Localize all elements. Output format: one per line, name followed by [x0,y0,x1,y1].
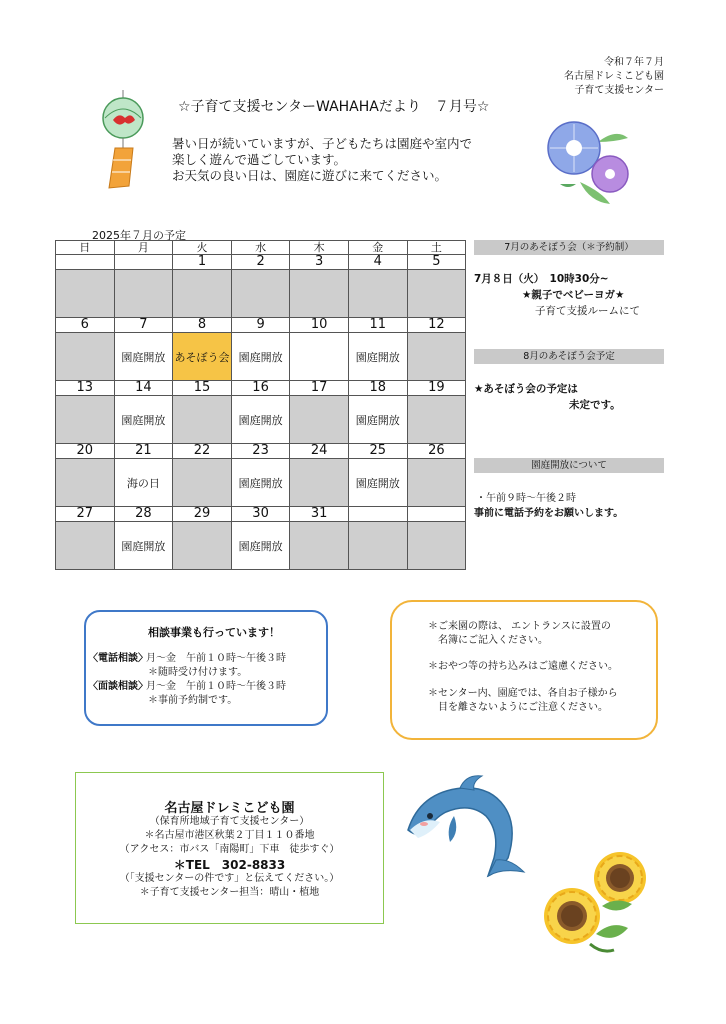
intro-line: 暑い日が続いていますが、子どもたちは園庭や室内で [172,136,473,151]
event-cell [290,396,349,444]
weekday-row [56,241,466,255]
org-name: 名古屋ドレミこども園 [564,71,664,82]
event-cell [290,333,349,381]
day-number-row [56,507,466,522]
event-cell: 園庭開放 [231,459,290,507]
july-playgroup-place: 子育て支援ルームにて [535,305,640,317]
day-number: 17 [290,381,349,396]
contact-address: ＊名古屋市港区秋葉２丁目１１０番地 [144,830,315,841]
event-cell: 園庭開放 [348,459,407,507]
garden-open-heading: 園庭開放について [474,458,664,473]
event-cell [231,270,290,318]
consultation-box [84,610,328,726]
intro-line: 楽しく遊んで過ごしています。 [172,152,347,167]
center-name: 子育て支援センター [574,85,664,96]
day-number [114,255,173,270]
sunflower-icon [532,846,660,956]
day-number: 14 [114,381,173,396]
contact-box [75,772,384,924]
weekday-cell: 日 [56,241,115,255]
dolphin-icon [400,772,530,882]
garden-open-note: 事前に電話予約をお願いします。 [474,508,624,519]
day-number: 6 [56,318,115,333]
event-cell [348,522,407,570]
face-consult-label: 〈面談相談〉 [88,681,148,692]
day-number: 29 [173,507,232,522]
july-playgroup-date: 7月８日（火） 10時30分~ [474,273,609,285]
day-number: 25 [348,444,407,459]
event-cell [56,270,115,318]
aug-playgroup-line: ★あそぼう会の予定は [474,383,578,395]
day-number-row [56,318,466,333]
event-cell [407,396,466,444]
event-cell: 海の日 [114,459,173,507]
phone-consult-label: 〈電話相談〉 [88,653,148,664]
day-number [56,255,115,270]
event-cell [290,522,349,570]
event-cell [290,270,349,318]
day-number: 21 [114,444,173,459]
event-cell: 園庭開放 [231,396,290,444]
contact-access: （アクセス：市バス「南陽町」下車 徒歩すぐ） [119,844,340,855]
day-number-row [56,381,466,396]
event-cell [173,396,232,444]
issue-info [564,56,664,98]
phone-consult-hours: 月～金 午前１０時～午後３時 [146,653,286,664]
aug-playgroup-heading: 8月のあそぼう会予定 [474,349,664,364]
issue-date: 令和７年７月 [604,57,664,68]
day-number: 24 [290,444,349,459]
day-number: 8 [173,318,232,333]
day-number: 5 [407,255,466,270]
day-number: 3 [290,255,349,270]
day-number: 20 [56,444,115,459]
event-cell [56,333,115,381]
event-cell [348,270,407,318]
event-cell [56,522,115,570]
wind-chime-icon [95,90,151,198]
note-line: ＊センター内、園庭では、各自お子様から [428,688,618,699]
consultation-title: 相談事業も行っています！ [148,626,280,639]
event-cell [173,522,232,570]
intro-text [172,136,472,184]
face-consult-hours: 月～金 午前１０時～午後３時 [146,681,286,692]
event-cell: 園庭開放 [348,333,407,381]
weekday-cell: 水 [231,241,290,255]
note-line: 目を離さないようにご注意ください。 [438,702,608,713]
day-number [348,507,407,522]
garden-open-hours: ・午前９時～午後２時 [476,493,576,504]
day-number: 1 [173,255,232,270]
notes-box [390,600,658,740]
event-cell [407,522,466,570]
event-row [56,270,466,318]
contact-staff: ＊子育て支援センター担当：晴山・植地 [139,887,320,898]
event-cell-highlight: あそぼう会 [173,333,232,381]
day-number-row [56,444,466,459]
event-row [56,396,466,444]
note-line: 名簿にご記入ください。 [438,635,548,646]
intro-line: お天気の良い日は、園庭に遊びに来てください。 [172,168,448,183]
weekday-cell: 土 [407,241,466,255]
contact-tel: ＊TEL 302-8833 [173,858,286,872]
calendar-caption: 2025年７月の予定 [92,229,186,242]
weekday-cell: 月 [114,241,173,255]
day-number: 31 [290,507,349,522]
event-cell [407,270,466,318]
contact-tel-note: （「支援センターの件です」と伝えてください。） [119,873,340,884]
face-consult-note: ＊事前予約制です。 [148,695,238,706]
note-line: ＊おやつ等の持ち込みはご遠慮ください。 [428,661,618,672]
day-number: 10 [290,318,349,333]
aug-playgroup-line: 未定です。 [569,399,621,411]
day-number: 11 [348,318,407,333]
weekday-cell: 金 [348,241,407,255]
event-cell [290,459,349,507]
day-number [407,507,466,522]
newsletter-title: ☆子育て支援センターWAHAHAだより ７月号☆ [178,99,490,115]
day-number: 2 [231,255,290,270]
event-cell [56,459,115,507]
day-number: 19 [407,381,466,396]
contact-name: 名古屋ドレミこども園 [164,801,295,816]
event-cell [56,396,115,444]
morning-glory-icon [540,112,636,208]
day-number: 18 [348,381,407,396]
july-playgroup-heading: 7月のあそぼう会（＊予約制） [474,240,664,255]
event-cell: 園庭開放 [231,522,290,570]
day-number: 16 [231,381,290,396]
day-number: 9 [231,318,290,333]
day-number: 13 [56,381,115,396]
event-cell: 園庭開放 [114,333,173,381]
day-number: 4 [348,255,407,270]
event-cell [407,459,466,507]
event-cell [173,270,232,318]
day-number: 26 [407,444,466,459]
weekday-cell: 火 [173,241,232,255]
event-cell [407,333,466,381]
event-row [56,522,466,570]
day-number: 30 [231,507,290,522]
day-number: 22 [173,444,232,459]
event-cell [114,270,173,318]
day-number: 12 [407,318,466,333]
phone-consult-note: ＊随時受け付けます。 [148,667,248,678]
day-number: 27 [56,507,115,522]
event-row [56,333,466,381]
july-playgroup-event: ★親子でベビーヨガ★ [522,289,625,301]
day-number: 7 [114,318,173,333]
event-cell: 園庭開放 [114,522,173,570]
day-number: 15 [173,381,232,396]
event-row [56,459,466,507]
calendar-table [55,240,466,570]
event-cell: 園庭開放 [348,396,407,444]
event-cell: 園庭開放 [114,396,173,444]
weekday-cell: 木 [290,241,349,255]
day-number: 28 [114,507,173,522]
contact-sub: （保育所地域子育て支援センター） [149,816,310,827]
day-number-row [56,255,466,270]
event-cell [173,459,232,507]
day-number: 23 [231,444,290,459]
note-line: ＊ご来園の際は、 エントランスに設置の [428,621,611,632]
event-cell: 園庭開放 [231,333,290,381]
